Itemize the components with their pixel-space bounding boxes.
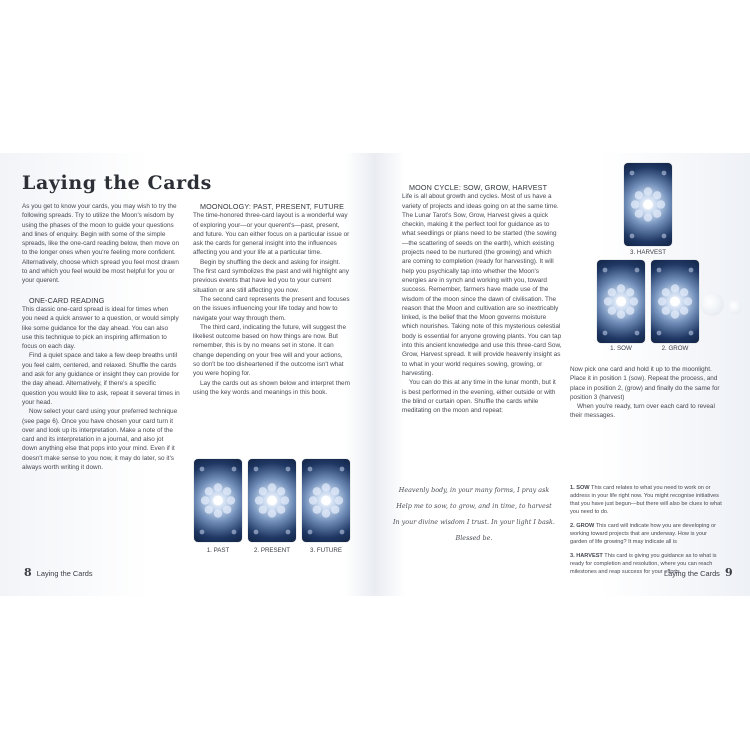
moon-phase-circle (644, 213, 652, 221)
moon-phase-circle (214, 483, 222, 491)
instructions-paragraph: Now pick one card and hold it up to the moonlight. Place it in position 1 (sow). Repeat the process, and place in position 2, (grow) and finally do the same for position 3 (harvest) (570, 366, 720, 401)
moon-phase-circle (604, 297, 612, 305)
moon-phase-circle (608, 288, 616, 296)
moon-phase-circle (223, 505, 231, 513)
moon-phase-circle (626, 306, 634, 314)
card-note (570, 522, 722, 546)
left-column (22, 202, 180, 472)
moon-phase-circle (313, 505, 321, 513)
poem-line: In your divine wisdom I trust. In your light I bask. (393, 518, 555, 526)
moon-phase-circle (630, 297, 638, 305)
corner-moon (630, 234, 635, 239)
corner-moon (286, 530, 291, 535)
corner-moon (200, 530, 205, 535)
moon-phase-pattern (624, 163, 672, 246)
corner-moon (308, 530, 313, 535)
card-label-past: 1. PAST (206, 547, 230, 554)
moon-phase-circle (644, 187, 652, 195)
moon-phase-circle (335, 496, 343, 504)
corner-moon (603, 331, 608, 336)
moonology-paragraph: Lay the cards out as shown below and interpret them using the key words and meanings in this book. (193, 379, 350, 396)
corner-moon (635, 268, 640, 273)
moonology-column (193, 202, 351, 397)
card-note-text: This card relates to what you need to work on or address in your life right now. You might recognise initiatives that you have just begun—but there will also be clues to what you need to do. (570, 485, 722, 515)
card-label-present: 2. PRESENT (253, 547, 291, 554)
corner-moon (232, 467, 237, 472)
moon-phase-circle (259, 487, 267, 495)
moon-phase-circle (671, 310, 679, 318)
moonology-paragraph: The third card, indicating the future, will suggest the likeliest outcome based on how things are now. But remember, this is by no means set in stone. It can change depending on your free will and your actions, so don't be too disheartened if the outcome isn't what you were hoping for. (193, 323, 346, 378)
moon-phase-circle (268, 509, 276, 517)
corner-moon (657, 331, 662, 336)
moon-phase-pattern (194, 459, 242, 542)
moon-phase-pattern (597, 260, 645, 343)
center-moon (213, 496, 223, 506)
moon-phase-circle (653, 191, 661, 199)
center-moon (670, 297, 680, 307)
intro-paragraph: As you get to know your cards, you may wish to try the following spreads. Try to utilize the Moon's wisdom by using the phases of the moon to guide your questions and lines of enquiry. Begin with some of the simple spreads, like the one-card reading below, then move on to the longer ones when you're feeling more confident. Alternatively, choose which spread you feel most drawn to and which you feel would be most helpful for you or your querent. (22, 203, 180, 285)
tarot-card-grow (651, 260, 699, 343)
corner-moon (254, 530, 259, 535)
tarot-card-harvest (624, 163, 672, 246)
card-label-sow: 1. SOW (610, 345, 632, 352)
moon-phase-circle (635, 209, 643, 217)
instructions-paragraph: When you're ready, turn over each card to reveal their messages. (570, 403, 715, 420)
moon-phase-circle (331, 487, 339, 495)
moon-phase-circle (662, 288, 670, 296)
invocation-poem (384, 486, 564, 550)
page-number: 8 (24, 566, 32, 579)
card-label-grow: 2. GROW (661, 345, 689, 352)
one-card-paragraph: Find a quiet space and take a few deep breaths until you feel calm, centered, and relaxed. Shuffle the cards and ask for any guidance or insight they can provide for the day ahead. Alternatively, if there's a specific question you would like to ask, repeat it several times in your head. (22, 352, 180, 406)
running-footer: Laying the Cards (36, 569, 93, 578)
moon-phase-pattern (248, 459, 296, 542)
moonology-paragraph: The time-honored three-card layout is a wonderful way of exploring your—or your querent's—past, present, and future. You can either focus on a particular issue or ask the cards for general insight into the influences affecting you and your life at a particular time. (193, 212, 350, 257)
moon-phase-circle (309, 496, 317, 504)
card-note-label: 2. GROW (570, 523, 595, 529)
corner-moon (630, 171, 635, 176)
one-card-paragraph: This classic one-card spread is ideal for times when you need a quick answer to a question, or would simply like some guidance for the day ahead. You can also use this technique to pick an inspiring affirmation to focus on each day. (22, 305, 179, 351)
corner-moon (232, 530, 237, 535)
folio-right (664, 566, 733, 579)
moon-phase-circle (631, 200, 639, 208)
moon-phase-circle (658, 297, 666, 305)
moon-cycle-paragraph: Life is all about growth and cycles. Most of us have a variety of projects and ideas going on at the same time. The Lunar Tarot's Sow, Grow, Harvest gives a quick checkin, making it the perfect tool for guidance as to what seedlings or plans need to be started (the sowing—the scattering of seeds on the earth), which existing projects need to be nurtured (the growing) and which are coming to completion (ready for harvesting). It will help you psychically tap into whether the Moon's energies are in synch and working with you, toward success. Remember, farmers have made use of the wisdom of the moon since the dawn of civilisation. The reason that the Moon and cultivation are so inextricably linked, is the belief that the Moon governs moisture which nourishes. Taking note of this mysterious celestial body is essential for anyone growing plants. You can tap into this ancient knowledge and use this three-card Sow, Grow, Harvest spread. It will provide heavenly insight as to what in your world requires sowing, growing, or harvesting. (402, 193, 562, 377)
corner-moon (308, 467, 313, 472)
moon-phase-circle (201, 496, 209, 504)
center-moon (267, 496, 277, 506)
corner-moon (657, 268, 662, 273)
tarot-card-future (302, 459, 350, 542)
center-moon (616, 297, 626, 307)
moon-phase-circle (268, 483, 276, 491)
moon-phase-circle (205, 505, 213, 513)
moon-phase-circle (214, 509, 222, 517)
moon-phase-circle (205, 487, 213, 495)
moon-phase-circle (277, 487, 285, 495)
running-footer: Laying the Cards (664, 569, 720, 578)
moon-decoration-right-small (728, 300, 742, 314)
moon-phase-circle (617, 284, 625, 292)
moon-phase-circle (653, 209, 661, 217)
corner-moon (689, 331, 694, 336)
tarot-card-sow (597, 260, 645, 343)
moon-cycle-heading: MOON CYCLE: SOW, GROW, HARVEST (409, 183, 548, 192)
moon-phase-circle (277, 505, 285, 513)
center-moon (643, 200, 653, 210)
corner-moon (200, 467, 205, 472)
moon-phase-pattern (651, 260, 699, 343)
moon-phase-circle (626, 288, 634, 296)
card-note-text: This card is giving you guidance as to what is ready for completion and resolution, where you can reach milestones and reap success for your efforts. (570, 553, 717, 575)
moonology-paragraph: Begin by shuffling the deck and asking for insight. The first card symbolizes the past and will highlight any previous events that have led you to your current situation or are still affecting you now. (193, 258, 349, 294)
moon-phase-circle (680, 288, 688, 296)
moon-phase-pattern (302, 459, 350, 542)
one-card-heading: ONE-CARD READING (29, 295, 105, 305)
corner-moon (340, 467, 345, 472)
moon-phase-circle (608, 306, 616, 314)
moonology-paragraph: The second card represents the present and focuses on the issues influencing your life today and how to navigate your way through them. (193, 295, 350, 322)
page-title: Laying the Cards (22, 172, 212, 194)
moon-phase-circle (223, 487, 231, 495)
corner-moon (662, 171, 667, 176)
poem-line: Help me to sow, to grow, and in time, to harvest (396, 502, 552, 510)
moon-phase-circle (331, 505, 339, 513)
corner-moon (254, 467, 259, 472)
moon-phase-circle (680, 306, 688, 314)
moonology-heading: MOONOLOGY: PAST, PRESENT, FUTURE (200, 202, 345, 211)
one-card-paragraph: Now select your card using your preferred technique (see page 6). Once you have chosen your card turn it over and look up its interpretation. Make a note of the card and its interpretation in a journal, and also jot down anything else that pops into your mind. Even if it doesn't make sense to you now, it may do later, so it's always worth writing it down. (22, 408, 178, 472)
corner-moon (662, 234, 667, 239)
moon-phase-circle (322, 509, 330, 517)
moon-phase-circle (617, 310, 625, 318)
card-note-label: 1. SOW (570, 485, 590, 491)
card-note-text: This card will indicate how you are developing or working toward projects that are underway. How is your garden of life growing? It may indicate all is (570, 523, 717, 545)
moon-phase-circle (662, 306, 670, 314)
tarot-card-past (194, 459, 242, 542)
page-number: 9 (724, 566, 733, 579)
moon-phase-circle (259, 505, 267, 513)
moon-phase-circle (281, 496, 289, 504)
moon-phase-circle (671, 284, 679, 292)
poem-line: Blessed be. (455, 534, 493, 542)
moon-phase-circle (657, 200, 665, 208)
card-note (570, 484, 722, 516)
moon-phase-circle (635, 191, 643, 199)
moon-phase-circle (684, 297, 692, 305)
center-moon (321, 496, 331, 506)
corner-moon (635, 331, 640, 336)
moon-phase-circle (255, 496, 263, 504)
card-label-harvest: 3. HARVEST (630, 249, 666, 256)
moon-phase-circle (227, 496, 235, 504)
poem-line: Heavenly body, in your many forms, I pray ask (398, 486, 550, 494)
tarot-card-present (248, 459, 296, 542)
instructions-column (570, 365, 722, 421)
card-label-future: 3. FUTURE (310, 547, 342, 554)
moon-cycle-column (402, 183, 562, 415)
card-note-label: 3. HARVEST (570, 553, 603, 559)
corner-moon (603, 268, 608, 273)
moon-phase-circle (322, 483, 330, 491)
corner-moon (689, 268, 694, 273)
moon-cycle-paragraph: You can do this at any time in the lunar month, but it is best performed in the evening, either outside or with the blind or curtain open. Shuffle the cards while meditating on the moon and repeat: (402, 379, 556, 415)
corner-moon (340, 530, 345, 535)
corner-moon (286, 467, 291, 472)
moon-phase-circle (313, 487, 321, 495)
moon-decoration-right (700, 292, 724, 316)
folio-left (24, 566, 93, 579)
